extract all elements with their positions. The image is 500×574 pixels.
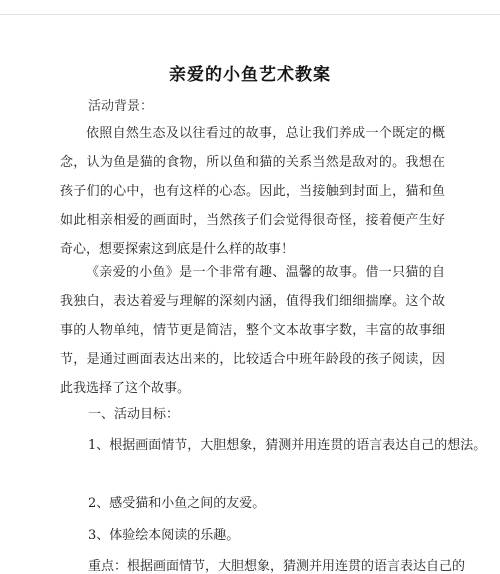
- paragraph-background: 依照自然生态及以往看过的故事，总让我们养成一个既定的概念，认为鱼是猫的食物，所以鱼和猫的关系当然是敌对的。我想在孩子们的心中，也有这样的心态。因此，当接触到封面上，猫和鱼如此相亲相爱的画面时，当然孩子们会觉得很奇怪，接着便产生好奇心，想要探索这到底是什么样的故事！: [60, 126, 445, 257]
- goal-item-1: 1、根据画面情节，大胆想象，猜测并用连贯的语言表达自己的想法。: [88, 438, 487, 453]
- background-label: 活动背景：: [88, 99, 154, 114]
- top-divider: [0, 14, 500, 15]
- goal-item-2: 2、感受猫和小鱼之间的友爱。: [88, 496, 266, 511]
- document-title: 亲爱的小鱼艺术教案: [169, 65, 331, 85]
- goals-heading: 一、活动目标：: [88, 407, 180, 422]
- goal-item-3: 3、体验绘本阅读的乐趣。: [88, 528, 240, 543]
- focus-line: 重点：根据画面情节，大胆想象，猜测并用连贯的语言表达自己的: [88, 559, 466, 574]
- paragraph-story-intro: 《亲爱的小鱼》是一个非常有趣、温馨的故事。借一只猫的自我独白，表达着爱与理解的深刻内涵，值得我们细细揣摩。这个故事的人物单纯，情节更是简洁，整个文本故事字数，丰富的故事细节，是通过画面表达出来的，比较适合中班年龄段的孩子阅读，因此我选择了这个故事。: [60, 265, 445, 396]
